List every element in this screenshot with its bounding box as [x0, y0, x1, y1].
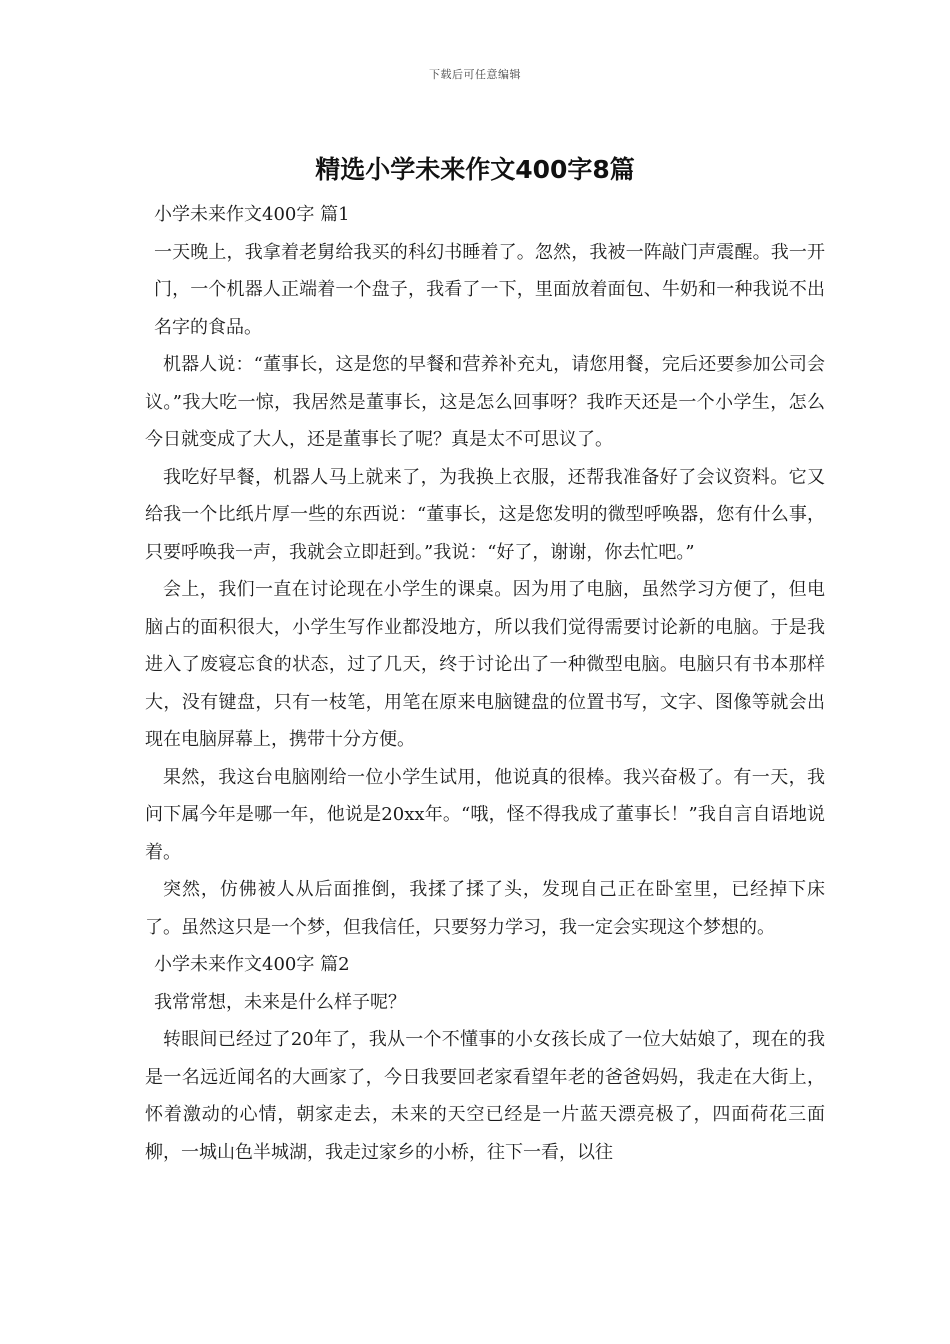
paragraph: 果然，我这台电脑刚给一位小学生试用，他说真的很棒。我兴奋极了。有一天，我问下属今年是哪一年，他说是20xx年。“哦，怪不得我成了董事长！”我自言自语地说着。 — [145, 766, 825, 863]
section-heading-2: 小学未来作文400字 篇2 — [154, 954, 350, 975]
section-heading-1: 小学未来作文400字 篇1 — [154, 204, 350, 225]
page-title: 精选小学未来作文400字8篇 — [315, 155, 635, 184]
document-body — [145, 196, 825, 1171]
paragraph: 机器人说：“董事长，这是您的早餐和营养补充丸，请您用餐，完后还要参加公司会议。”我大吃一惊，我居然是董事长，这是怎么回事呀？我昨天还是一个小学生，怎么今日就变成了大人，还是董事长了呢？真是太不可思议了。 — [145, 354, 825, 450]
paragraph: 我常常想，未来是什么样子呢？ — [154, 991, 406, 1013]
header-note: 下载后可任意编辑 — [429, 68, 521, 81]
paragraph: 转眼间已经过了20年了，我从一个不懂事的小女孩长成了一位大姑娘了，现在的我是一名远近闻名的大画家了，今日我要回老家看望年老的爸爸妈妈，我走在大街上，怀着激动的心情，朝家走去，未来的天空已经是一片蓝天漂亮极了，四面荷花三面柳，一城山色半城湖，我走过家乡的小桥，往下一看，以往 — [145, 1029, 825, 1163]
paragraph: 会上，我们一直在讨论现在小学生的课桌。因为用了电脑，虽然学习方便了，但电脑占的面积很大，小学生写作业都没地方，所以我们觉得需要讨论新的电脑。于是我进入了废寝忘食的状态，过了几天，终于讨论出了一种微型电脑。电脑只有书本那样大，没有键盘，只有一枝笔，用笔在原来电脑键盘的位置书写，文字、图像等就会出现在电脑屏幕上，携带十分方便。 — [145, 579, 825, 750]
paragraph: 突然，仿佛被人从后面推倒，我揉了揉了头，发现自己正在卧室里，已经掉下床了。虽然这只是一个梦，但我信任，只要努力学习，我一定会实现这个梦想的。 — [145, 879, 825, 938]
paragraph: 我吃好早餐，机器人马上就来了，为我换上衣服，还帮我准备好了会议资料。它又给我一个比纸片厚一些的东西说：“董事长，这是您发明的微型呼唤器，您有什么事，只要呼唤我一声，我就会立即赶到。”我说：“好了，谢谢，你去忙吧。” — [145, 466, 825, 563]
paragraph: 一天晚上，我拿着老舅给我买的科幻书睡着了。忽然，我被一阵敲门声震醒。我一开门，一个机器人正端着一个盘子，我看了一下，里面放着面包、牛奶和一种我说不出名字的食品。 — [154, 241, 825, 338]
